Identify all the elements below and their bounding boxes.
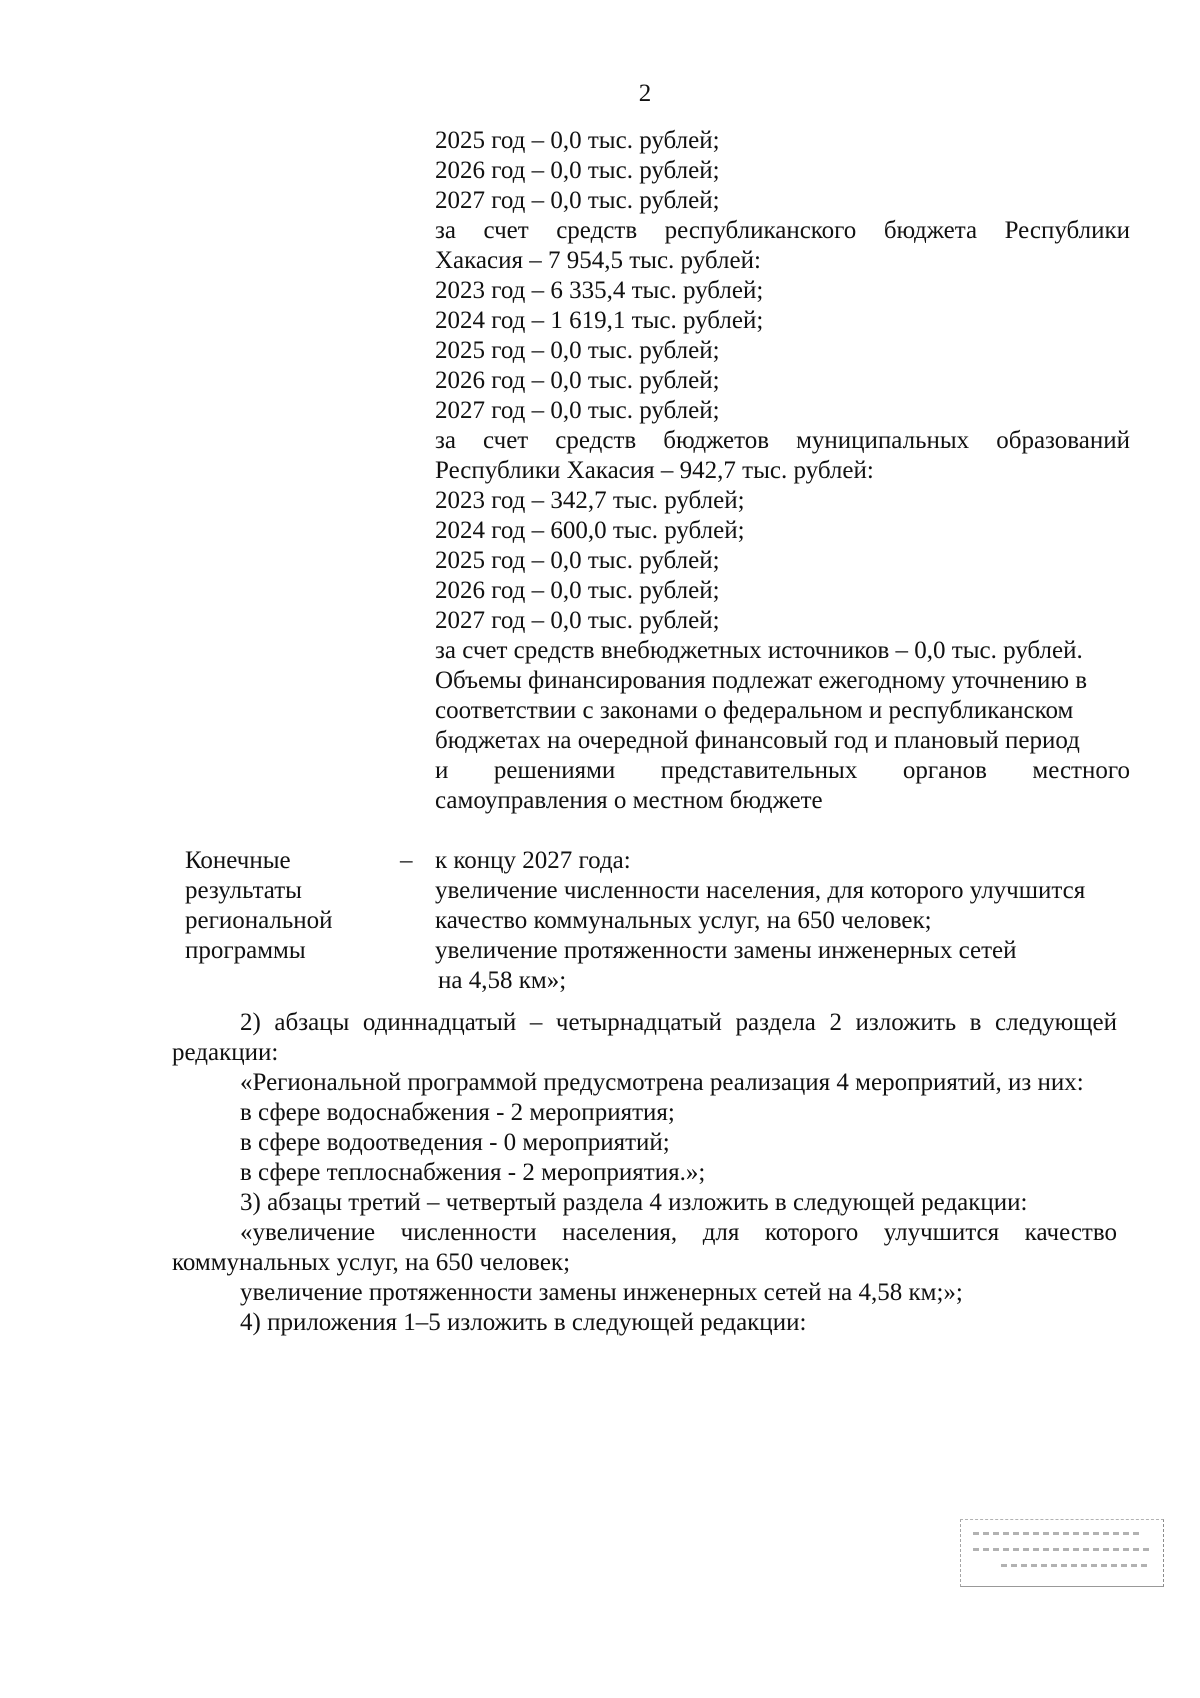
republic-budget-heading: за счет средств республиканского бюджета Республики: [435, 217, 1130, 244]
final-results-text: [435, 846, 1135, 996]
paragraph: «Региональной программой предусмотрена реализация 4 мероприятий, из них:: [240, 1069, 1084, 1096]
paragraph: 2) абзацы одиннадцатый – четырнадцатый раздела 2 изложить в следующей редакции:: [172, 1009, 1117, 1066]
republic-budget-year: 2026 год – 0,0 тыс. рублей;: [435, 367, 720, 394]
republic-budget-year: 2024 год – 1 619,1 тыс. рублей;: [435, 307, 764, 334]
results-line: к концу 2027 года:: [435, 847, 631, 874]
label-line: Конечные: [185, 847, 291, 874]
paragraph: 4) приложения 1–5 изложить в следующей редакции:: [240, 1309, 807, 1336]
municipal-budget-heading-cont: Республики Хакасия – 942,7 тыс. рублей:: [435, 457, 874, 484]
registration-stamp: [960, 1519, 1164, 1587]
results-line: качество коммунальных услуг, на 650 человек;: [435, 907, 932, 934]
label-line: результаты: [185, 877, 302, 904]
stamp-text-line: [973, 1548, 1153, 1551]
funding-block: [435, 126, 1130, 816]
municipal-budget-heading: за счет средств бюджетов муниципальных образований: [435, 427, 1130, 454]
republic-budget-year: 2027 год – 0,0 тыс. рублей;: [435, 397, 720, 424]
paragraph: 3) абзацы третий – четвертый раздела 4 изложить в следующей редакции:: [240, 1189, 1028, 1216]
page-number: 2: [638, 80, 652, 107]
amendments-body: [172, 1008, 1117, 1338]
municipal-budget-year: 2025 год – 0,0 тыс. рублей;: [435, 547, 720, 574]
republic-budget-year: 2023 год – 6 335,4 тыс. рублей;: [435, 277, 764, 304]
funding-line: 2026 год – 0,0 тыс. рублей;: [435, 157, 720, 184]
volume-note-line: и решениями представительных органов местного: [435, 757, 1130, 784]
paragraph: увеличение протяженности замены инженерных сетей на 4,58 км;»;: [240, 1279, 963, 1306]
paragraph: «увеличение численности населения, для которого улучшится качество коммунальных услуг, на 650 человек;: [172, 1219, 1117, 1276]
label-line: программы: [185, 937, 306, 964]
municipal-budget-year: 2027 год – 0,0 тыс. рублей;: [435, 607, 720, 634]
paragraph: в сфере водоотведения - 0 мероприятий;: [240, 1129, 670, 1156]
paragraph: в сфере теплоснабжения - 2 мероприятия.»;: [240, 1159, 706, 1186]
stamp-text-line: [1001, 1564, 1151, 1567]
municipal-budget-year: 2023 год – 342,7 тыс. рублей;: [435, 487, 745, 514]
results-line: увеличение численности населения, для которого улучшится: [435, 877, 1086, 904]
results-line: увеличение протяженности замены инженерных сетей: [435, 937, 1017, 964]
results-line: на 4,58 км»;: [438, 967, 567, 994]
volume-note-line: бюджетах на очередной финансовый год и плановый период: [435, 727, 1080, 754]
funding-line: 2027 год – 0,0 тыс. рублей;: [435, 187, 720, 214]
volume-note-line: самоуправления о местном бюджете: [435, 787, 823, 814]
extrabudgetary-line: за счет средств внебюджетных источников – 0,0 тыс. рублей.: [435, 637, 1083, 664]
municipal-budget-year: 2026 год – 0,0 тыс. рублей;: [435, 577, 720, 604]
label-line: региональной: [185, 907, 333, 934]
republic-budget-year: 2025 год – 0,0 тыс. рублей;: [435, 337, 720, 364]
stamp-text-line: [973, 1532, 1143, 1535]
funding-line: 2025 год – 0,0 тыс. рублей;: [435, 127, 720, 154]
final-results-label: [185, 846, 385, 966]
republic-budget-heading-cont: Хакасия – 7 954,5 тыс. рублей:: [435, 247, 761, 274]
results-dash: –: [400, 847, 413, 874]
volume-note-line: Объемы финансирования подлежат ежегодному уточнению в: [435, 667, 1088, 694]
municipal-budget-year: 2024 год – 600,0 тыс. рублей;: [435, 517, 745, 544]
volume-note-line: соответствии с законами о федеральном и республиканском: [435, 697, 1074, 724]
paragraph: в сфере водоснабжения - 2 мероприятия;: [240, 1099, 675, 1126]
